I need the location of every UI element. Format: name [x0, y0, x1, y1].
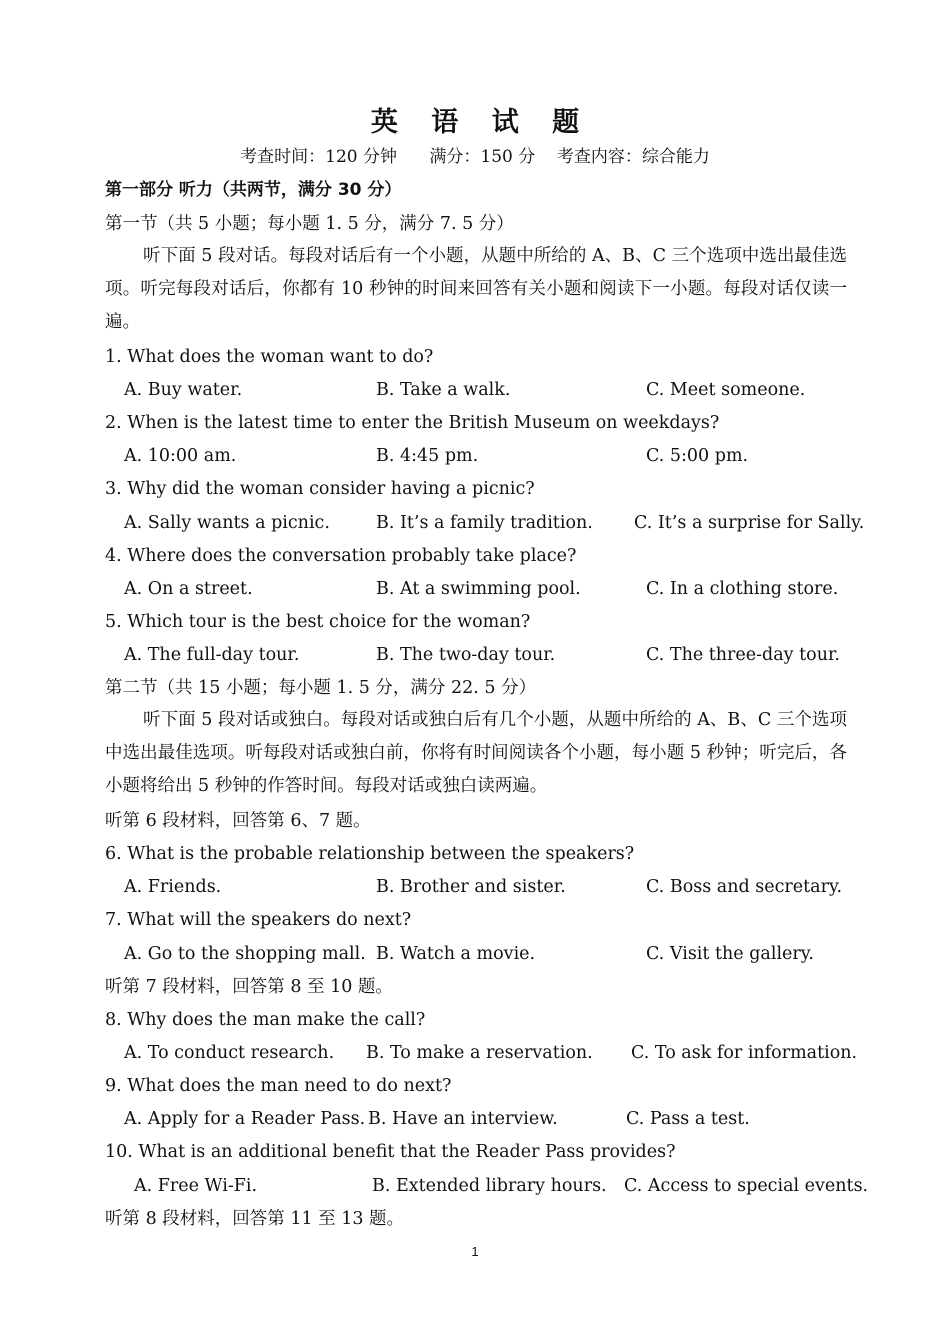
- q4-option-c: C. In a clothing store.: [646, 579, 839, 599]
- q8-option-a: A. To conduct research.: [124, 1043, 335, 1063]
- q6-option-b: B. Brother and sister.: [376, 877, 566, 897]
- q1-option-b: B. Take a walk.: [376, 380, 511, 400]
- q9-option-a: A. Apply for a Reader Pass.: [124, 1109, 366, 1129]
- q4-option-b: B. At a swimming pool.: [376, 579, 581, 599]
- q10-option-a: A. Free Wi-Fi.: [134, 1176, 258, 1196]
- q6-option-a: A. Friends.: [124, 877, 222, 897]
- q9-option-c: C. Pass a test.: [626, 1109, 750, 1129]
- q1-option-a: A. Buy water.: [124, 380, 243, 400]
- q10-option-b: B. Extended library hours.: [372, 1176, 607, 1196]
- section2-heading: 第二节（共 15 小题；每小题 1. 5 分，满分 22. 5 分）: [105, 678, 537, 698]
- question-2: 2. When is the latest time to enter the British Museum on weekdays?: [105, 413, 720, 433]
- question-1: 1. What does the woman want to do?: [105, 347, 434, 367]
- question-7: 7. What will the speakers do next?: [105, 910, 412, 930]
- material-note-8: 听第 8 段材料，回答第 11 至 13 题。: [105, 1209, 405, 1229]
- material-note-6: 听第 6 段材料，回答第 6、7 题。: [105, 811, 371, 831]
- part1-heading: 第一部分 听力（共两节，满分 30 分）: [105, 180, 402, 200]
- question-9: 9. What does the man need to do next?: [105, 1076, 452, 1096]
- question-4: 4. Where does the conversation probably take place?: [105, 546, 577, 566]
- q3-option-c: C. It’s a surprise for Sally.: [634, 513, 865, 533]
- q2-option-c: C. 5:00 pm.: [646, 446, 749, 466]
- question-8: 8. Why does the man make the call?: [105, 1010, 426, 1030]
- exam-title: 英 语 试 题: [370, 107, 592, 138]
- q8-option-c: C. To ask for information.: [631, 1043, 858, 1063]
- section1-instructions-text: 听下面 5 段对话。每段对话后有一个小题，从题中所给的 A、B、C 三个选项中选出最佳选项。听完每段对话后，你都有 10 秒钟的时间来回答有关小题和阅读下一小题。每段对话仅读一遍。: [105, 246, 847, 332]
- q2-option-b: B. 4:45 pm.: [376, 446, 479, 466]
- material-note-7: 听第 7 段材料，回答第 8 至 10 题。: [105, 977, 393, 997]
- exam-info: 考查时间：120 分钟 满分：150 分 考查内容：综合能力: [240, 147, 710, 167]
- q3-option-a: A. Sally wants a picnic.: [124, 513, 330, 533]
- q5-option-a: A. The full-day tour.: [124, 645, 300, 665]
- page-number: 1: [471, 1244, 479, 1259]
- q7-option-a: A. Go to the shopping mall.: [124, 944, 366, 964]
- q5-option-b: B. The two-day tour.: [376, 645, 556, 665]
- q2-option-a: A. 10:00 am.: [124, 446, 237, 466]
- section1-heading: 第一节（共 5 小题；每小题 1. 5 分，满分 7. 5 分）: [105, 214, 514, 234]
- section2-instructions: [105, 704, 847, 803]
- question-6: 6. What is the probable relationship between the speakers?: [105, 844, 635, 864]
- question-3: 3. Why did the woman consider having a picnic?: [105, 479, 535, 499]
- question-5: 5. Which tour is the best choice for the woman?: [105, 612, 531, 632]
- q7-option-b: B. Watch a movie.: [376, 944, 536, 964]
- question-10: 10. What is an additional benefit that the Reader Pass provides?: [105, 1142, 676, 1162]
- section1-instructions: [105, 240, 847, 339]
- q4-option-a: A. On a street.: [124, 579, 253, 599]
- q5-option-c: C. The three-day tour.: [646, 645, 840, 665]
- q3-option-b: B. It’s a family tradition.: [376, 513, 593, 533]
- q7-option-c: C. Visit the gallery.: [646, 944, 814, 964]
- q8-option-b: B. To make a reservation.: [366, 1043, 593, 1063]
- q6-option-c: C. Boss and secretary.: [646, 877, 843, 897]
- section2-instructions-text: 听下面 5 段对话或独白。每段对话或独白后有几个小题，从题中所给的 A、B、C 三个选项中选出最佳选项。听每段对话或独白前，你将有时间阅读各个小题，每小题 5 秒钟；听完后，各小题将给出 5 秒钟的作答时间。每段对话或独白读两遍。: [105, 710, 847, 796]
- q9-option-b: B. Have an interview.: [368, 1109, 558, 1129]
- q1-option-c: C. Meet someone.: [646, 380, 806, 400]
- q10-option-c: C. Access to special events.: [624, 1176, 869, 1196]
